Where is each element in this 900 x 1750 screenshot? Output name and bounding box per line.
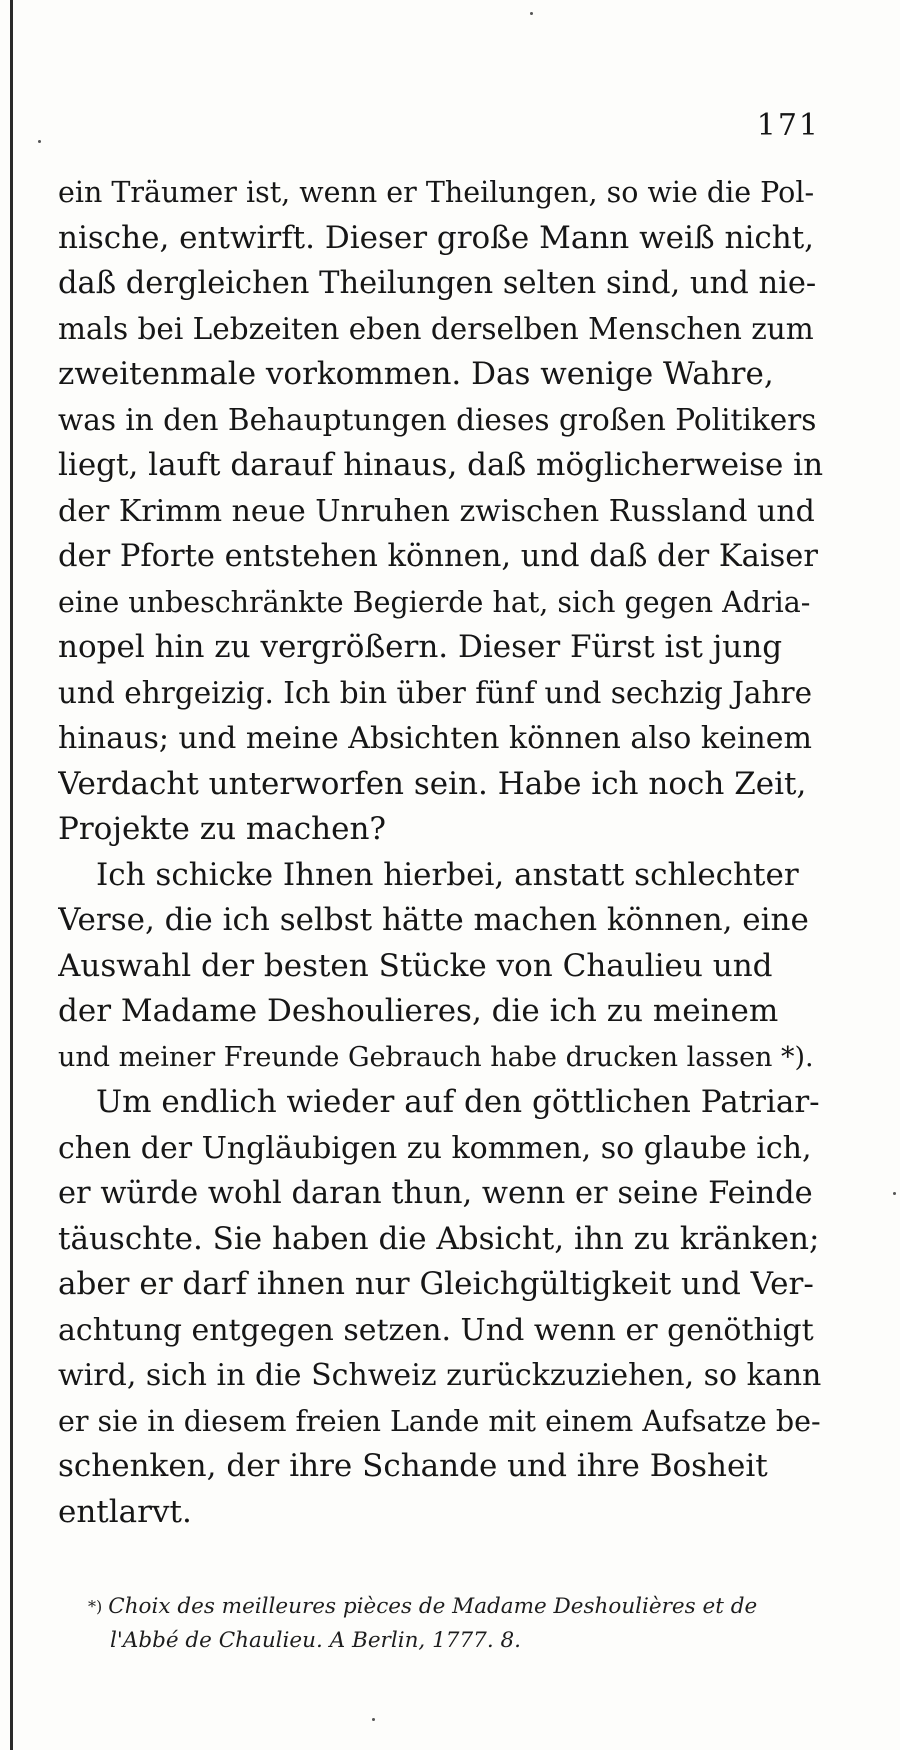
- footnote-text-1: Choix des meilleures pièces de Madame Deshoulières et de: [108, 1594, 758, 1619]
- text-line: Verse, die ich selbst hätte machen können, eine: [58, 902, 809, 938]
- text-line: der Pforte entstehen können, und daß der Kaiser: [58, 539, 818, 574]
- text-line: hinaus; und meine Absichten können also keinem: [58, 721, 812, 756]
- text-line: der Krimm neue Unruhen zwischen Russland und: [58, 493, 815, 529]
- text-line: chen der Ungläubigen zu kommen, so glaube ich,: [58, 1130, 812, 1166]
- text-line: achtung entgegen setzen. Und wenn er genöthigt: [58, 1312, 814, 1348]
- text-line: zweitenmale vorkommen. Das wenige Wahre,: [58, 356, 774, 392]
- footnote-marker: *): [88, 1597, 103, 1616]
- paragraph-start-line: Ich schicke Ihnen hierbei, anstatt schlechter: [96, 856, 799, 893]
- paper-speck: [38, 140, 41, 143]
- footnote: [88, 1590, 828, 1658]
- page-number: 171: [756, 108, 820, 143]
- text-line: nopel hin zu vergrößern. Dieser Fürst ist jung: [58, 629, 783, 665]
- text-line: was in den Behauptungen dieses großen Politikers: [58, 402, 817, 437]
- text-line: daß dergleichen Theilungen selten sind, und nie-: [58, 266, 817, 301]
- footnote-line-2: [88, 1624, 828, 1658]
- text-line: Auswahl der besten Stücke von Chaulieu und: [58, 947, 773, 984]
- footnote-text-2: l'Abbé de Chaulieu. A Berlin, 1777. 8.: [110, 1628, 521, 1653]
- text-line: entlarvt.: [58, 1493, 192, 1530]
- text-line: ein Träumer ist, wenn er Theilungen, so wie die Pol-: [58, 176, 815, 209]
- text-line: täuschte. Sie haben die Absicht, ihn zu kränken;: [58, 1220, 820, 1257]
- paragraph-start-line: Um endlich wieder auf den göttlichen Patriar-: [96, 1084, 820, 1120]
- body-text: [58, 170, 823, 1535]
- text-line: Projekte zu machen?: [58, 811, 387, 847]
- paper-speck: [530, 12, 533, 15]
- text-line: der Madame Deshoulieres, die ich zu meinem: [58, 993, 779, 1029]
- text-line: und meiner Freunde Gebrauch habe drucken lassen *).: [58, 1041, 814, 1073]
- footnote-line-1: [88, 1590, 828, 1624]
- paper-speck: [893, 1192, 896, 1195]
- paper-speck: [372, 1718, 375, 1721]
- text-line: und ehrgeizig. Ich bin über fünf und sechzig Jahre: [58, 675, 813, 710]
- text-line: eine unbeschränkte Begierde hat, sich gegen Adria-: [58, 585, 811, 619]
- text-line: er sie in diesem freien Lande mit einem Aufsatze be-: [58, 1404, 821, 1438]
- text-line: liegt, lauft darauf hinaus, daß möglicherweise in: [58, 447, 823, 483]
- text-line: er würde wohl daran thun, wenn er seine Feinde: [58, 1176, 813, 1211]
- text-line: wird, sich in die Schweiz zurückzuziehen, so kann: [58, 1358, 822, 1393]
- text-line: mals bei Lebzeiten eben derselben Menschen zum: [58, 311, 814, 346]
- text-line: Verdacht unterworfen sein. Habe ich noch Zeit,: [58, 765, 807, 802]
- page-spine-edge: [10, 0, 13, 1750]
- text-line: aber er darf ihnen nur Gleichgültigkeit und Ver-: [58, 1266, 814, 1302]
- text-line: schenken, der ihre Schande und ihre Bosheit: [58, 1448, 768, 1484]
- text-line: nische, entwirft. Dieser große Mann weiß nicht,: [58, 219, 815, 256]
